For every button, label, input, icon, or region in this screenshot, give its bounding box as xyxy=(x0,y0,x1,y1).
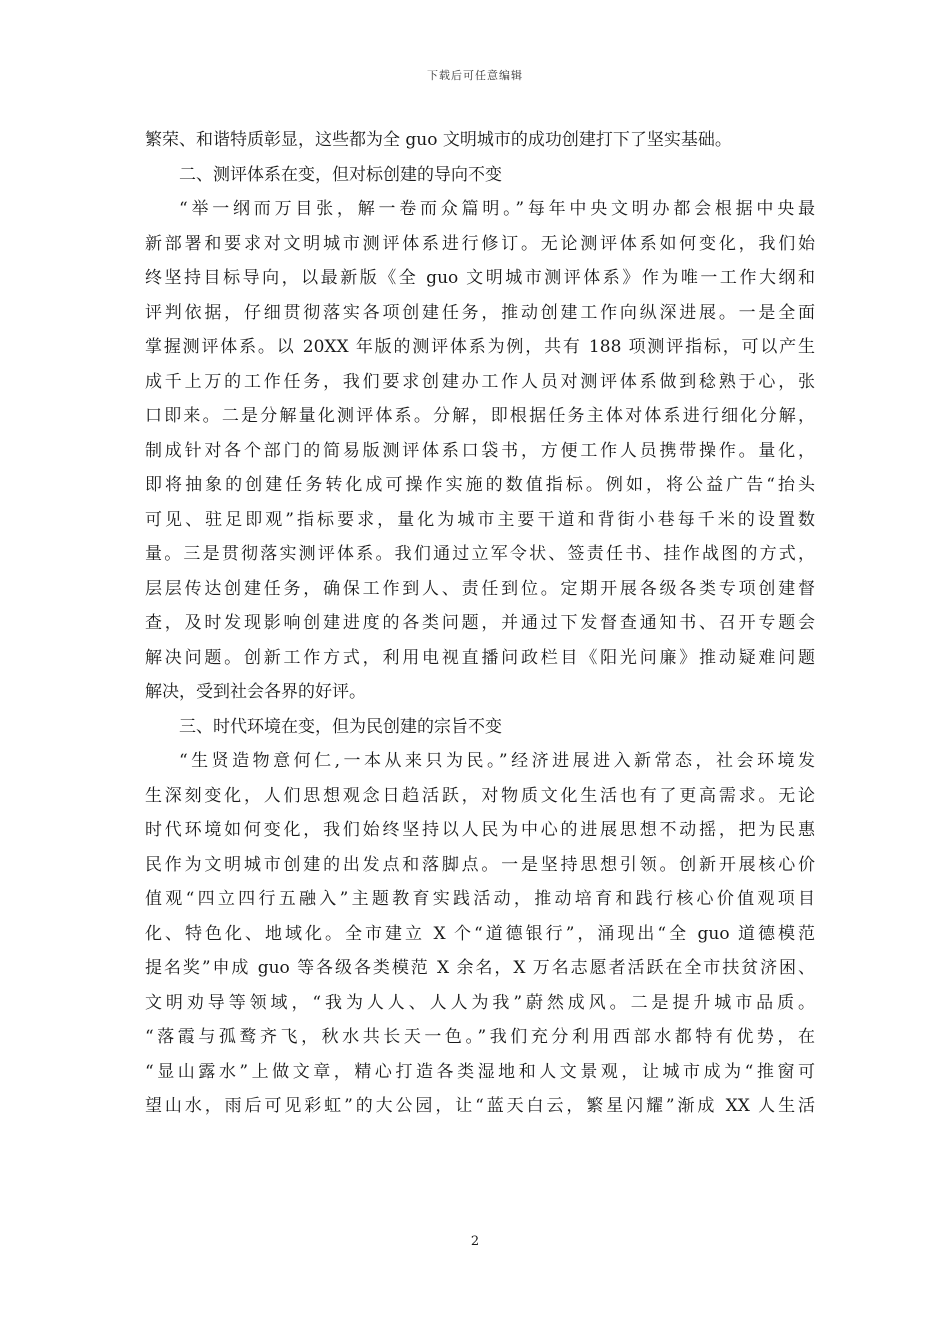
text-line: “显山露水”上做文章，精心打造各类湿地和人文景观，让城市成为“推窗可 xyxy=(145,1061,815,1082)
text-line: 新部署和要求对文明城市测评体系进行修订。无论测评体系如何变化，我们始 xyxy=(145,233,815,254)
text-line: 层层传达创建任务，确保工作到人、责任到位。定期开展各级各类专项创建督 xyxy=(145,578,815,599)
document-body xyxy=(145,123,815,1124)
text-line: “落霞与孤鹜齐飞，秋水共长天一色。”我们充分利用西部水都特有优势，在 xyxy=(145,1027,815,1047)
text-line: 可见、驻足即观”指标要求，量化为城市主要干道和背街小巷每千米的设置数 xyxy=(145,509,815,530)
section-heading: 三、时代环境在变，但为民创建的宗旨不变 xyxy=(179,716,502,737)
text-line: “生贤造物意何仁,一本从来只为民。”经济进展进入新常态，社会环境发 xyxy=(179,751,815,771)
page-number: 2 xyxy=(470,1234,480,1249)
text-line: 化、特色化、地域化。全市建立 X 个“道德银行”，涌现出“全 guo 道德模范 xyxy=(145,923,815,944)
text-line: 解决问题。创新工作方式，利用电视直播问政栏目《阳光问廉》推动疑难问题 xyxy=(145,647,815,668)
text-line: 制成针对各个部门的简易版测评体系口袋书，方便工作人员携带操作。量化， xyxy=(145,440,815,461)
text-line: 时代环境如何变化，我们始终坚持以人民为中心的进展思想不动摇，把为民惠 xyxy=(145,820,815,840)
text-line: 文明劝导等领域，“我为人人、人人为我”蔚然成风。二是提升城市品质。 xyxy=(145,992,815,1013)
text-line: 民作为文明城市创建的出发点和落脚点。一是坚持思想引领。创新开展核心价 xyxy=(145,854,815,875)
text-line: 值观“四立四行五融入”主题教育实践活动，推动培育和践行核心价值观项目 xyxy=(145,889,815,909)
text-line: 成千上万的工作任务，我们要求创建办工作人员对测评体系做到稔熟于心，张 xyxy=(145,371,815,392)
text-line: 掌握测评体系。以 20XX 年版的测评体系为例，共有 188 项测评指标，可以产生 xyxy=(145,337,815,357)
text-line: 评判依据，仔细贯彻落实各项创建任务，推动创建工作向纵深进展。一是全面 xyxy=(145,302,815,323)
text-line: “举一纲而万目张，解一卷而众篇明。”每年中央文明办都会根据中央最 xyxy=(179,199,815,219)
text-line: 望山水，雨后可见彩虹”的大公园，让“蓝天白云，繁星闪耀”渐成 XX 人生活 xyxy=(145,1096,815,1116)
text-line: 查，及时发现影响创建进度的各类问题，并通过下发督查通知书、召开专题会 xyxy=(145,613,815,633)
text-line: 提名奖”申成 guo 等各级各类模范 X 余名，X 万名志愿者活跃在全市扶贫济困、 xyxy=(145,958,815,978)
text-line: 繁荣、和谐特质彰显，这些都为全 guo 文明城市的成功创建打下了坚实基础。 xyxy=(145,130,732,150)
text-line: 终坚持目标导向，以最新版《全 guo 文明城市测评体系》作为唯一工作大纲和 xyxy=(145,268,815,288)
page-header: 下载后可任意编辑 xyxy=(427,69,523,82)
text-line: 量。三是贯彻落实测评体系。我们通过立军令状、签责任书、挂作战图的方式， xyxy=(145,544,815,564)
text-line: 即将抽象的创建任务转化成可操作实施的数值指标。例如，将公益广告“抬头 xyxy=(145,475,815,495)
section-heading: 二、测评体系在变，但对标创建的导向不变 xyxy=(179,164,502,185)
text-line: 解决，受到社会各界的好评。 xyxy=(145,682,366,702)
text-line: 生深刻变化，人们思想观念日趋活跃，对物质文化生活也有了更高需求。无论 xyxy=(145,785,815,806)
text-line: 口即来。二是分解量化测评体系。分解，即根据任务主体对体系进行细化分解， xyxy=(145,406,815,426)
